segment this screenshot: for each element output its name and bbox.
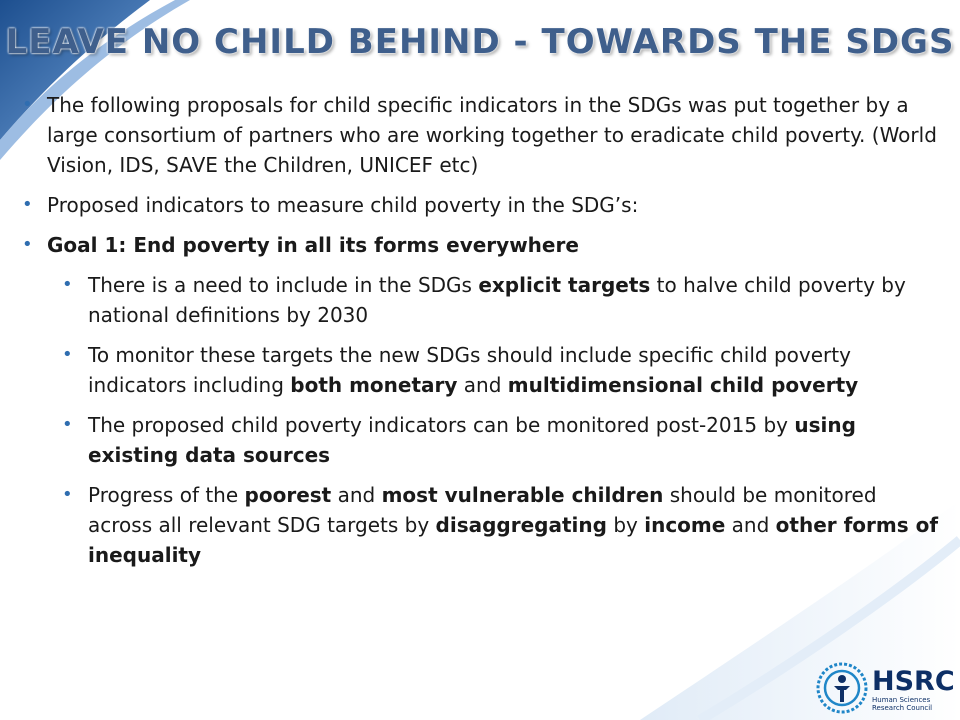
bullet-goal-1 bbox=[20, 230, 940, 260]
bold-span: explicit targets bbox=[478, 273, 651, 297]
text-span: should be monitored across all relevant SDG targets by bbox=[88, 483, 877, 537]
sub-bullet-explicit-targets bbox=[20, 270, 940, 330]
logo-subtitle-line: Research Council bbox=[872, 704, 933, 712]
bullet-text: The following proposals for child specific indicators in the SDGs was put together by a large consortium of partners who are working together to eradicate child poverty. (World Vision, IDS, SAVE the Children, UNICEF etc) bbox=[47, 93, 937, 177]
bullet-dot: • bbox=[22, 234, 33, 255]
slide-title: LEAVE NO CHILD BEHIND - TOWARDS THE SDGS bbox=[5, 22, 955, 62]
sub-bullet-monitor-targets bbox=[20, 340, 940, 400]
bold-span: poorest bbox=[244, 483, 332, 507]
bold-span: most vulnerable children bbox=[381, 483, 664, 507]
bullet-dot: • bbox=[62, 414, 73, 435]
text-span: The proposed child poverty indicators can be monitored post-2015 by bbox=[88, 413, 795, 437]
text-span: To monitor these targets the new SDGs should include specific child poverty indicators including bbox=[88, 343, 851, 397]
text-span: to halve child poverty by national definitions by 2030 bbox=[88, 273, 906, 327]
slide-body bbox=[20, 90, 940, 580]
text-span: and bbox=[457, 373, 508, 397]
bold-span: disaggregating bbox=[435, 513, 607, 537]
bold-span: multidimensional child poverty bbox=[507, 373, 859, 397]
bold-span: using existing data sources bbox=[88, 413, 856, 467]
hsrc-logo bbox=[814, 660, 954, 716]
bold-span: both monetary bbox=[290, 373, 458, 397]
bullet-proposed-indicators bbox=[20, 190, 940, 220]
text-span: There is a need to include in the SDGs bbox=[88, 273, 479, 297]
bullet-dot: • bbox=[62, 274, 73, 295]
logo-wordmark: HSRC bbox=[872, 666, 955, 697]
hsrc-emblem-icon bbox=[816, 662, 868, 714]
text-span: Progress of the bbox=[88, 483, 245, 507]
text-span: and bbox=[331, 483, 382, 507]
bullet-text: Goal 1: End poverty in all its forms everywhere bbox=[47, 233, 579, 257]
bullet-dot: • bbox=[62, 484, 73, 505]
bullet-consortium bbox=[20, 90, 940, 180]
bullet-text: Proposed indicators to measure child poverty in the SDG’s: bbox=[47, 193, 639, 217]
bullet-dot: • bbox=[62, 344, 73, 365]
text-span: and bbox=[725, 513, 776, 537]
bold-span: other forms of inequality bbox=[88, 513, 939, 567]
bullet-dot: • bbox=[22, 94, 33, 115]
sub-bullet-progress-poorest bbox=[20, 480, 940, 570]
bold-span: income bbox=[644, 513, 726, 537]
sub-bullet-existing-data bbox=[20, 410, 940, 470]
bullet-dot: • bbox=[22, 194, 33, 215]
logo-subtitle bbox=[872, 696, 952, 712]
logo-subtitle-line: Human Sciences bbox=[872, 696, 931, 704]
text-span: by bbox=[606, 513, 645, 537]
